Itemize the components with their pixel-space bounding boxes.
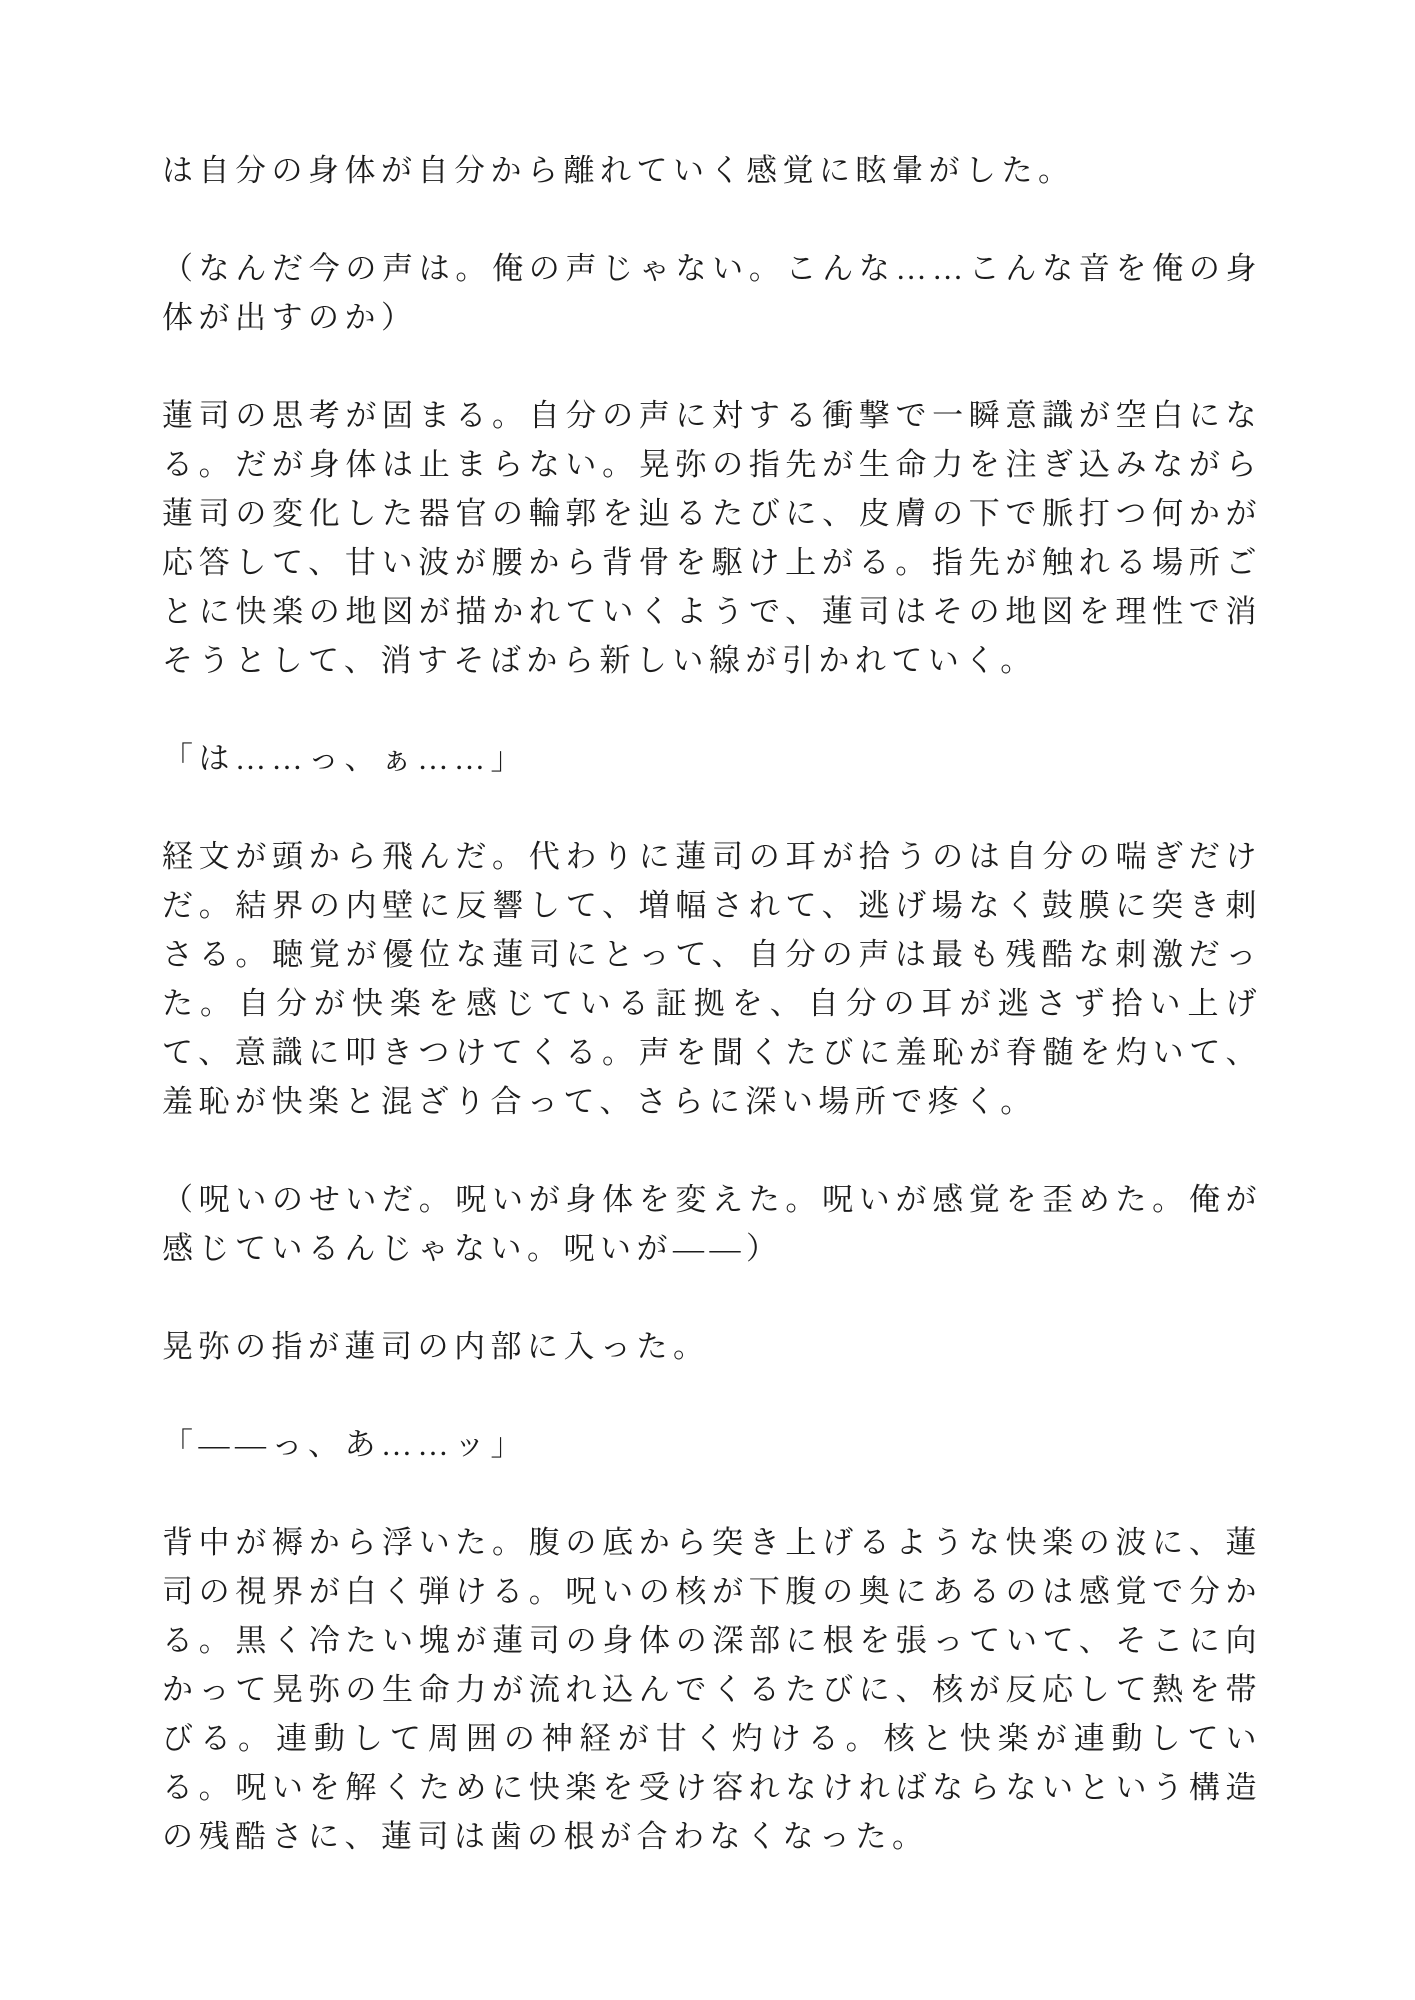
paragraph: 「――っ、あ……ッ」 [162,1427,527,1462]
paragraph: は自分の身体が自分から離れていく感覚に眩暈がした。 [162,153,1075,188]
paragraph: （なんだ今の声は。俺の声じゃない。こんな……こんな音を俺の身体が出すのか） [162,251,1262,335]
paragraph: 晃弥の指が蓮司の内部に入った。 [162,1329,710,1364]
paragraph: 背中が褥から浮いた。腹の底から突き上げるような快楽の波に、蓮司の視界が白く弾ける。呪いの核が下腹の奥にあるのは感覚で分かる。黒く冷たい塊が蓮司の身体の深部に根を張っていて、そこに向かって晃弥の生命力が流れ込んでくるたびに、核が反応して熱を帯びる。連動して周囲の神経が甘く灼ける。核と快楽が連動している。呪いを解くために快楽を受け容れなければならないという構造の残酷さに、蓮司は歯の根が合わなくなった。 [162,1525,1262,1854]
paragraph: 「は……っ、ぁ……」 [162,741,527,776]
paragraph: 経文が頭から飛んだ。代わりに蓮司の耳が拾うのは自分の喘ぎだけだ。結界の内壁に反響して、増幅されて、逃げ場なく鼓膜に突き刺さる。聴覚が優位な蓮司にとって、自分の声は最も残酷な刺激だった。自分が快楽を感じている証拠を、自分の耳が逃さず拾い上げて、意識に叩きつけてくる。声を聞くたびに羞恥が脊髄を灼いて、羞恥が快楽と混ざり合って、さらに深い場所で疼く。 [162,839,1262,1119]
text-block [162,146,1262,1861]
paragraph: 蓮司の思考が固まる。自分の声に対する衝撃で一瞬意識が空白になる。だが身体は止まらない。晃弥の指先が生命力を注ぎ込みながら蓮司の変化した器官の輪郭を辿るたびに、皮膚の下で脈打つ何かが応答して、甘い波が腰から背骨を駆け上がる。指先が触れる場所ごとに快楽の地図が描かれていくようで、蓮司はその地図を理性で消そうとして、消すそばから新しい線が引かれていく。 [162,398,1262,678]
paragraph: （呪いのせいだ。呪いが身体を変えた。呪いが感覚を歪めた。俺が感じているんじゃない。呪いが――） [162,1182,1262,1266]
